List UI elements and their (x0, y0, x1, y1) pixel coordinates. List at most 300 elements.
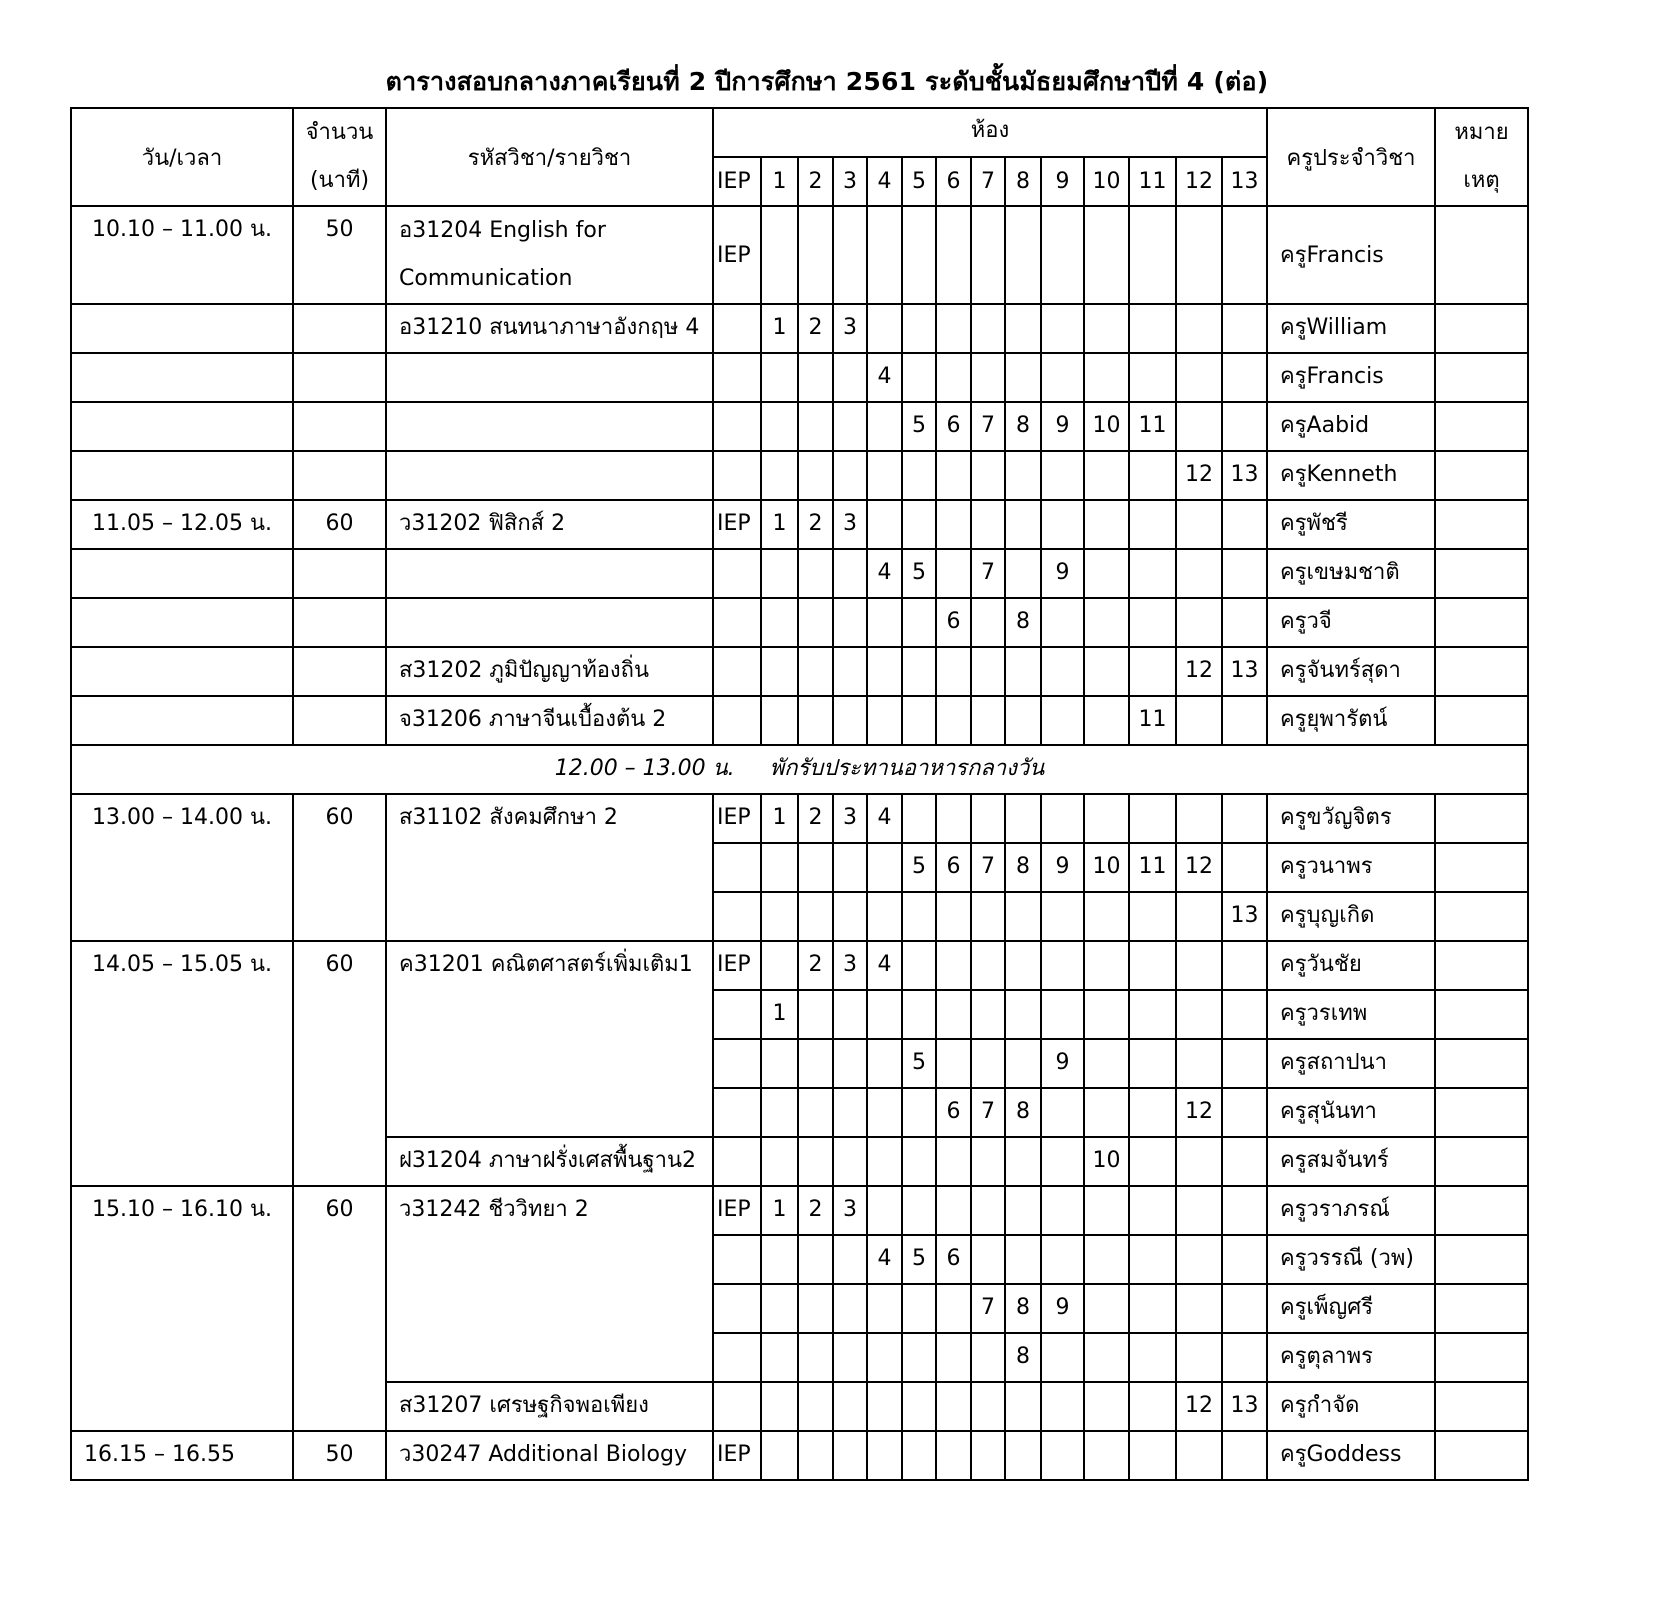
header-room-3: 3 (833, 157, 867, 206)
duration-cell: 60 (293, 941, 386, 1186)
room-cell (1176, 892, 1222, 941)
room-cell: 6 (936, 1235, 971, 1284)
room-cell (902, 1137, 936, 1186)
time-cell (71, 402, 293, 451)
room-cell (1222, 941, 1267, 990)
time-cell: 10.10 – 11.00 น. (71, 206, 293, 304)
room-cell (867, 647, 902, 696)
room-cell (1176, 353, 1222, 402)
room-cell (902, 500, 936, 549)
room-cell (761, 598, 798, 647)
room-cell (936, 1382, 971, 1431)
room-cell (833, 892, 867, 941)
room-cell: 4 (867, 353, 902, 402)
room-cell: IEP (713, 206, 761, 304)
room-cell: 10 (1084, 402, 1129, 451)
teacher-cell: ครูKenneth (1267, 451, 1435, 500)
room-cell (1176, 1333, 1222, 1382)
room-cell (1129, 451, 1176, 500)
room-cell (867, 1137, 902, 1186)
room-cell (1084, 1039, 1129, 1088)
room-cell (936, 1039, 971, 1088)
teacher-cell: ครูพัชรี (1267, 500, 1435, 549)
room-cell: 11 (1129, 843, 1176, 892)
room-cell (1005, 990, 1041, 1039)
room-cell (761, 941, 798, 990)
time-cell: 11.05 – 12.05 น. (71, 500, 293, 549)
room-cell (1176, 206, 1222, 304)
room-cell (1222, 598, 1267, 647)
room-cell (1129, 1431, 1176, 1480)
room-cell (971, 941, 1005, 990)
room-cell (1222, 500, 1267, 549)
room-cell: 2 (798, 941, 833, 990)
teacher-cell: ครูกำจัด (1267, 1382, 1435, 1431)
room-cell (902, 941, 936, 990)
room-cell (1041, 1333, 1084, 1382)
lunch-cell (71, 745, 1528, 794)
room-cell: 2 (798, 500, 833, 549)
remark-cell (1435, 1039, 1528, 1088)
teacher-cell: ครูวรรณี (วพ) (1267, 1235, 1435, 1284)
room-cell: 4 (867, 1235, 902, 1284)
teacher-cell: ครูFrancis (1267, 353, 1435, 402)
room-cell (833, 549, 867, 598)
room-cell (833, 1088, 867, 1137)
subject-cell (386, 598, 713, 647)
room-cell (1129, 1039, 1176, 1088)
duration-cell (293, 647, 386, 696)
time-cell: 13.00 – 14.00 น. (71, 794, 293, 941)
room-cell (1176, 1039, 1222, 1088)
room-cell: 6 (936, 1088, 971, 1137)
table-row (71, 794, 1528, 843)
room-cell: 12 (1176, 1088, 1222, 1137)
room-cell: 6 (936, 402, 971, 451)
room-cell (713, 353, 761, 402)
room-cell (936, 1333, 971, 1382)
room-cell: 6 (936, 598, 971, 647)
remark-cell (1435, 451, 1528, 500)
room-cell (867, 843, 902, 892)
teacher-cell: ครูGoddess (1267, 1431, 1435, 1480)
room-cell (936, 990, 971, 1039)
room-cell (902, 990, 936, 1039)
room-cell: 8 (1005, 1088, 1041, 1137)
time-cell (71, 647, 293, 696)
room-cell (1005, 206, 1041, 304)
room-cell (1041, 1186, 1084, 1235)
room-cell (1084, 1235, 1129, 1284)
room-cell (1084, 353, 1129, 402)
room-cell (1129, 1186, 1176, 1235)
room-cell (1005, 353, 1041, 402)
room-cell (1041, 647, 1084, 696)
room-cell (833, 647, 867, 696)
room-cell (1005, 1431, 1041, 1480)
room-cell: 5 (902, 549, 936, 598)
room-cell: 8 (1005, 402, 1041, 451)
duration-cell: 60 (293, 794, 386, 941)
header-room-13: 13 (1222, 157, 1267, 206)
room-cell (1041, 598, 1084, 647)
subject-cell: ว31202 ฟิสิกส์ 2 (386, 500, 713, 549)
room-cell (1129, 500, 1176, 549)
room-cell: 6 (936, 843, 971, 892)
subject-cell (386, 353, 713, 402)
teacher-cell: ครูวจี (1267, 598, 1435, 647)
remark-cell (1435, 500, 1528, 549)
room-cell (1084, 1333, 1129, 1382)
room-cell (971, 1137, 1005, 1186)
room-cell (761, 1382, 798, 1431)
remark-cell (1435, 1186, 1528, 1235)
room-cell (713, 1284, 761, 1333)
room-cell (902, 647, 936, 696)
room-cell: 10 (1084, 843, 1129, 892)
room-cell: 11 (1129, 402, 1176, 451)
table-row (71, 1431, 1528, 1480)
room-cell (1084, 990, 1129, 1039)
room-cell (833, 598, 867, 647)
subject-cell: ค31201 คณิตศาสตร์เพิ่มเติม1 (386, 941, 713, 1137)
room-cell (1084, 451, 1129, 500)
room-cell (1041, 892, 1084, 941)
room-cell (833, 990, 867, 1039)
subject-cell: ส31102 สังคมศึกษา 2 (386, 794, 713, 941)
room-cell (761, 647, 798, 696)
table-row (71, 549, 1528, 598)
room-cell: 13 (1222, 1382, 1267, 1431)
room-cell (1129, 941, 1176, 990)
room-cell (971, 1431, 1005, 1480)
room-cell: 5 (902, 1039, 936, 1088)
header-subject: รหัสวิชา/รายวิชา (386, 108, 713, 206)
lunch-label: พักรับประทานอาหารกลางวัน (769, 756, 1045, 781)
room-cell (1041, 1137, 1084, 1186)
room-cell: 3 (833, 941, 867, 990)
room-cell: 12 (1176, 1382, 1222, 1431)
room-cell (1129, 1235, 1176, 1284)
room-cell (1084, 598, 1129, 647)
remark-cell (1435, 1235, 1528, 1284)
room-cell (902, 696, 936, 745)
room-cell (971, 353, 1005, 402)
table-row (71, 304, 1528, 353)
room-cell (1005, 1039, 1041, 1088)
room-cell (936, 1137, 971, 1186)
room-cell (1176, 549, 1222, 598)
room-cell (867, 500, 902, 549)
room-cell (867, 1039, 902, 1088)
lunch-time: 12.00 – 13.00 น. (554, 756, 735, 781)
teacher-cell: ครูวราภรณ์ (1267, 1186, 1435, 1235)
room-cell (713, 1039, 761, 1088)
room-cell (713, 843, 761, 892)
room-cell (902, 451, 936, 500)
room-cell (1041, 451, 1084, 500)
room-cell (971, 1235, 1005, 1284)
room-cell (713, 402, 761, 451)
room-cell (1129, 353, 1176, 402)
room-cell (1084, 304, 1129, 353)
room-cell: 13 (1222, 647, 1267, 696)
room-cell: 5 (902, 402, 936, 451)
remark-cell (1435, 1382, 1528, 1431)
remark-cell (1435, 598, 1528, 647)
room-cell (1222, 843, 1267, 892)
room-cell (1041, 990, 1084, 1039)
table-row (71, 402, 1528, 451)
room-cell (971, 500, 1005, 549)
room-cell (902, 1284, 936, 1333)
room-cell (1084, 941, 1129, 990)
header-rooms: ห้อง (713, 108, 1267, 157)
teacher-cell: ครูWilliam (1267, 304, 1435, 353)
room-cell (713, 647, 761, 696)
room-cell (761, 402, 798, 451)
room-cell: 1 (761, 304, 798, 353)
room-cell (1176, 1235, 1222, 1284)
room-cell (798, 892, 833, 941)
room-cell: 9 (1041, 1039, 1084, 1088)
room-cell (761, 696, 798, 745)
time-cell (71, 598, 293, 647)
room-cell: 7 (971, 549, 1005, 598)
room-cell (1005, 647, 1041, 696)
room-cell (1041, 206, 1084, 304)
room-cell (713, 549, 761, 598)
room-cell (833, 696, 867, 745)
room-cell (1129, 304, 1176, 353)
room-cell (867, 304, 902, 353)
room-cell (761, 206, 798, 304)
duration-cell (293, 549, 386, 598)
room-cell (1222, 1333, 1267, 1382)
room-cell (1222, 1039, 1267, 1088)
room-cell (798, 843, 833, 892)
subject-cell: ส31207 เศรษฐกิจพอเพียง (386, 1382, 713, 1431)
table-row (71, 1186, 1528, 1235)
room-cell (761, 1431, 798, 1480)
room-cell (1129, 1333, 1176, 1382)
room-cell (936, 549, 971, 598)
room-cell (1222, 1088, 1267, 1137)
remark-cell (1435, 843, 1528, 892)
teacher-cell: ครูสมจันทร์ (1267, 1137, 1435, 1186)
room-cell (1005, 696, 1041, 745)
header-room-9: 9 (1041, 157, 1084, 206)
duration-cell (293, 696, 386, 745)
room-cell (761, 549, 798, 598)
room-cell (1129, 549, 1176, 598)
room-cell (798, 1137, 833, 1186)
room-cell (936, 941, 971, 990)
room-cell (936, 451, 971, 500)
room-cell (1129, 1382, 1176, 1431)
room-cell: 8 (1005, 843, 1041, 892)
room-cell (1005, 549, 1041, 598)
room-cell: 8 (1005, 1284, 1041, 1333)
time-cell (71, 304, 293, 353)
room-cell (936, 794, 971, 843)
lunch-row (71, 745, 1528, 794)
header-room-1: 1 (761, 157, 798, 206)
room-cell (713, 598, 761, 647)
room-cell (761, 353, 798, 402)
time-cell (71, 696, 293, 745)
room-cell: IEP (713, 1186, 761, 1235)
room-cell (1005, 794, 1041, 843)
table-row (71, 647, 1528, 696)
room-cell (713, 451, 761, 500)
room-cell (867, 1431, 902, 1480)
room-cell (833, 1039, 867, 1088)
room-cell (1222, 353, 1267, 402)
room-cell (1005, 1186, 1041, 1235)
subject-cell: อ31210 สนทนาภาษาอังกฤษ 4 (386, 304, 713, 353)
room-cell (1041, 1088, 1084, 1137)
subject-line: อ31204 English for (399, 218, 606, 243)
room-cell (713, 1382, 761, 1431)
room-cell (971, 990, 1005, 1039)
teacher-cell: ครูสถาปนา (1267, 1039, 1435, 1088)
teacher-cell: ครูตุลาพร (1267, 1333, 1435, 1382)
room-cell (798, 1039, 833, 1088)
remark-cell (1435, 304, 1528, 353)
room-cell (1222, 402, 1267, 451)
room-cell: 7 (971, 843, 1005, 892)
room-cell (761, 1137, 798, 1186)
remark-cell (1435, 1284, 1528, 1333)
room-cell: 7 (971, 1088, 1005, 1137)
room-cell (971, 647, 1005, 696)
subject-cell: ว30247 Additional Biology (386, 1431, 713, 1480)
room-cell (833, 206, 867, 304)
room-cell (798, 1284, 833, 1333)
room-cell (713, 1235, 761, 1284)
room-cell (902, 794, 936, 843)
room-cell (798, 1235, 833, 1284)
subject-cell (386, 549, 713, 598)
room-cell (1084, 794, 1129, 843)
room-cell (833, 1333, 867, 1382)
room-cell: 4 (867, 794, 902, 843)
subject-cell (386, 451, 713, 500)
header-duration: จำนวน (นาที) (293, 108, 386, 206)
duration-cell (293, 353, 386, 402)
room-cell (1041, 1235, 1084, 1284)
room-cell (1005, 1382, 1041, 1431)
subject-cell: ว31242 ชีววิทยา 2 (386, 1186, 713, 1382)
room-cell (902, 1382, 936, 1431)
room-cell: 9 (1041, 1284, 1084, 1333)
teacher-cell: ครูAabid (1267, 402, 1435, 451)
header-room-4: 4 (867, 157, 902, 206)
room-cell (971, 304, 1005, 353)
remark-cell (1435, 1137, 1528, 1186)
subject-cell (386, 206, 713, 304)
room-cell (1084, 892, 1129, 941)
duration-cell (293, 598, 386, 647)
table-row (71, 206, 1528, 304)
room-cell (1222, 1186, 1267, 1235)
room-cell (1176, 500, 1222, 549)
room-cell (1129, 1137, 1176, 1186)
room-cell (1084, 1186, 1129, 1235)
room-cell (936, 892, 971, 941)
subject-cell: จ31206 ภาษาจีนเบื้องต้น 2 (386, 696, 713, 745)
room-cell (1041, 500, 1084, 549)
room-cell (902, 1431, 936, 1480)
room-cell (1222, 794, 1267, 843)
time-cell (71, 451, 293, 500)
subject-cell: ส31202 ภูมิปัญญาท้องถิ่น (386, 647, 713, 696)
room-cell (867, 206, 902, 304)
room-cell (761, 451, 798, 500)
room-cell: 1 (761, 1186, 798, 1235)
room-cell (902, 1088, 936, 1137)
room-cell (1222, 1284, 1267, 1333)
room-cell (1176, 304, 1222, 353)
table-row (71, 598, 1528, 647)
room-cell (1176, 1186, 1222, 1235)
room-cell (1176, 1431, 1222, 1480)
room-cell (1084, 696, 1129, 745)
room-cell (936, 1431, 971, 1480)
room-cell (971, 696, 1005, 745)
duration-cell: 50 (293, 206, 386, 304)
room-cell (713, 892, 761, 941)
duration-cell (293, 451, 386, 500)
header-room-11: 11 (1129, 157, 1176, 206)
teacher-cell: ครูFrancis (1267, 206, 1435, 304)
room-cell (971, 794, 1005, 843)
room-cell (1005, 451, 1041, 500)
room-cell: 1 (761, 500, 798, 549)
room-cell (1176, 1284, 1222, 1333)
room-cell (713, 1137, 761, 1186)
room-cell (971, 1039, 1005, 1088)
room-cell (1041, 304, 1084, 353)
room-cell (761, 1235, 798, 1284)
room-cell (761, 843, 798, 892)
room-cell (971, 892, 1005, 941)
room-cell (1222, 696, 1267, 745)
room-cell (867, 1333, 902, 1382)
teacher-cell: ครูจันทร์สุดา (1267, 647, 1435, 696)
room-cell (761, 1039, 798, 1088)
room-cell: 3 (833, 1186, 867, 1235)
room-cell (833, 1137, 867, 1186)
room-cell: 1 (761, 794, 798, 843)
room-cell (798, 1431, 833, 1480)
room-cell (971, 206, 1005, 304)
room-cell (1176, 598, 1222, 647)
teacher-cell: ครูเขษมชาติ (1267, 549, 1435, 598)
room-cell: 2 (798, 304, 833, 353)
teacher-cell: ครูขวัญจิตร (1267, 794, 1435, 843)
room-cell (1084, 1382, 1129, 1431)
room-cell (1084, 549, 1129, 598)
room-cell (867, 696, 902, 745)
room-cell: IEP (713, 794, 761, 843)
room-cell (713, 990, 761, 1039)
room-cell (867, 402, 902, 451)
exam-schedule-table (70, 107, 1529, 1481)
room-cell (1176, 1137, 1222, 1186)
room-cell (1176, 941, 1222, 990)
